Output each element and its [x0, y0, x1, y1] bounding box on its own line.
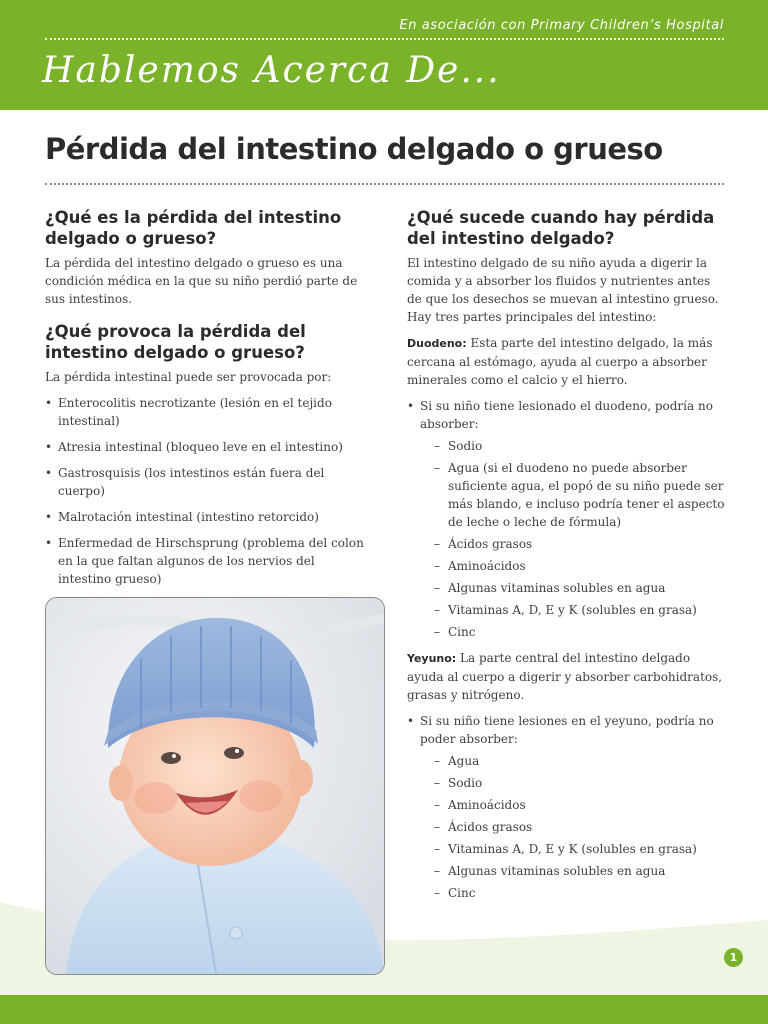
list-item: • Atresia intestinal (bloqueo leve en el intestino): [45, 438, 365, 456]
duodeno-paragraph: [407, 334, 725, 389]
causes-intro: La pérdida intestinal puede ser provocada por:: [45, 370, 332, 384]
page-number-badge: 1: [724, 948, 743, 967]
duodeno-label: Duodeno:: [407, 337, 467, 350]
header-dotted-rule: [45, 38, 724, 40]
list-item: – Ácidos grasos: [420, 535, 725, 553]
association-text: En asociación con Primary Children’s Hospital: [399, 18, 724, 33]
yeyuno-label: Yeyuno:: [407, 652, 457, 665]
list-item: – Sodio: [420, 437, 725, 455]
list-item: – Agua (si el duodeno no puede absorber suficiente agua, el popó de su niño puede ser más blando, e incluso podría tener el aspecto de leche o leche de fórmula): [420, 459, 725, 531]
brand-series-title: Hablemos Acerca De...: [42, 50, 501, 91]
list-item: [407, 712, 725, 902]
list-item: [407, 397, 725, 641]
yeyuno-list: [407, 712, 725, 902]
duodeno-items: [420, 437, 725, 641]
list-item: • Malrotación intestinal (intestino retorcido): [45, 508, 365, 526]
list-item: – Vitaminas A, D, E y K (solubles en grasa): [420, 601, 725, 619]
list-item: – Cinc: [420, 623, 725, 641]
yeyuno-bullet: Si su niño tiene lesiones en el yeyuno, podría no poder absorber:: [420, 714, 714, 746]
list-item: – Vitaminas A, D, E y K (solubles en grasa): [420, 840, 725, 858]
list-item: • Gastrosquisis (los intestinos están fuera del cuerpo): [45, 464, 365, 500]
list-item: – Algunas vitaminas solubles en agua: [420, 579, 725, 597]
list-item: – Aminoácidos: [420, 796, 725, 814]
list-item: – Algunas vitaminas solubles en agua: [420, 862, 725, 880]
small-intestine-intro: El intestino delgado de su niño ayuda a digerir la comida y a absorber los fluidos y nutrientes antes de que los desechos se muevan al intestino grueso. Hay tres partes principales del intestino:: [407, 256, 719, 324]
right-column: [407, 207, 725, 902]
section-heading-what-is: ¿Qué es la pérdida del intestino delgado o grueso?: [45, 208, 342, 248]
section-text-what-is: La pérdida del intestino delgado o grueso es una condición médica en la que su niño perdió parte de sus intestinos.: [45, 256, 358, 306]
title-dotted-rule: [45, 183, 724, 185]
list-item: • Enterocolitis necrotizante (lesión en el tejido intestinal): [45, 394, 365, 430]
yeyuno-items: [420, 752, 725, 902]
causes-list: [45, 394, 365, 588]
section-heading-causes: ¿Qué provoca la pérdida del intestino delgado o grueso?: [45, 322, 306, 362]
list-item: – Ácidos grasos: [420, 818, 725, 836]
list-item: – Aminoácidos: [420, 557, 725, 575]
list-item: – Agua: [420, 752, 725, 770]
duodeno-text: Esta parte del intestino delgado, la más cercana al estómago, ayuda al cuerpo a absorber minerales como el calcio y el hierro.: [407, 336, 713, 387]
page-title: Pérdida del intestino delgado o grueso: [45, 132, 663, 166]
yeyuno-paragraph: [407, 649, 725, 704]
footer-bar: [0, 995, 768, 1024]
section-heading-small-intestine: ¿Qué sucede cuando hay pérdida del intestino delgado?: [407, 208, 715, 248]
list-item: – Sodio: [420, 774, 725, 792]
list-item: • Enfermedad de Hirschsprung (problema del colon en la que faltan algunos de los nervios del intestino grueso): [45, 534, 365, 588]
baby-photo: [45, 597, 385, 975]
list-item: – Cinc: [420, 884, 725, 902]
header-banner: [0, 0, 768, 110]
duodeno-list: [407, 397, 725, 641]
baby-illustration: [46, 598, 384, 974]
duodeno-bullet: Si su niño tiene lesionado el duodeno, podría no absorber:: [420, 399, 713, 431]
yeyuno-text: La parte central del intestino delgado ayuda al cuerpo a digerir y absorber carbohidratos, grasas y nitrógeno.: [407, 651, 723, 702]
